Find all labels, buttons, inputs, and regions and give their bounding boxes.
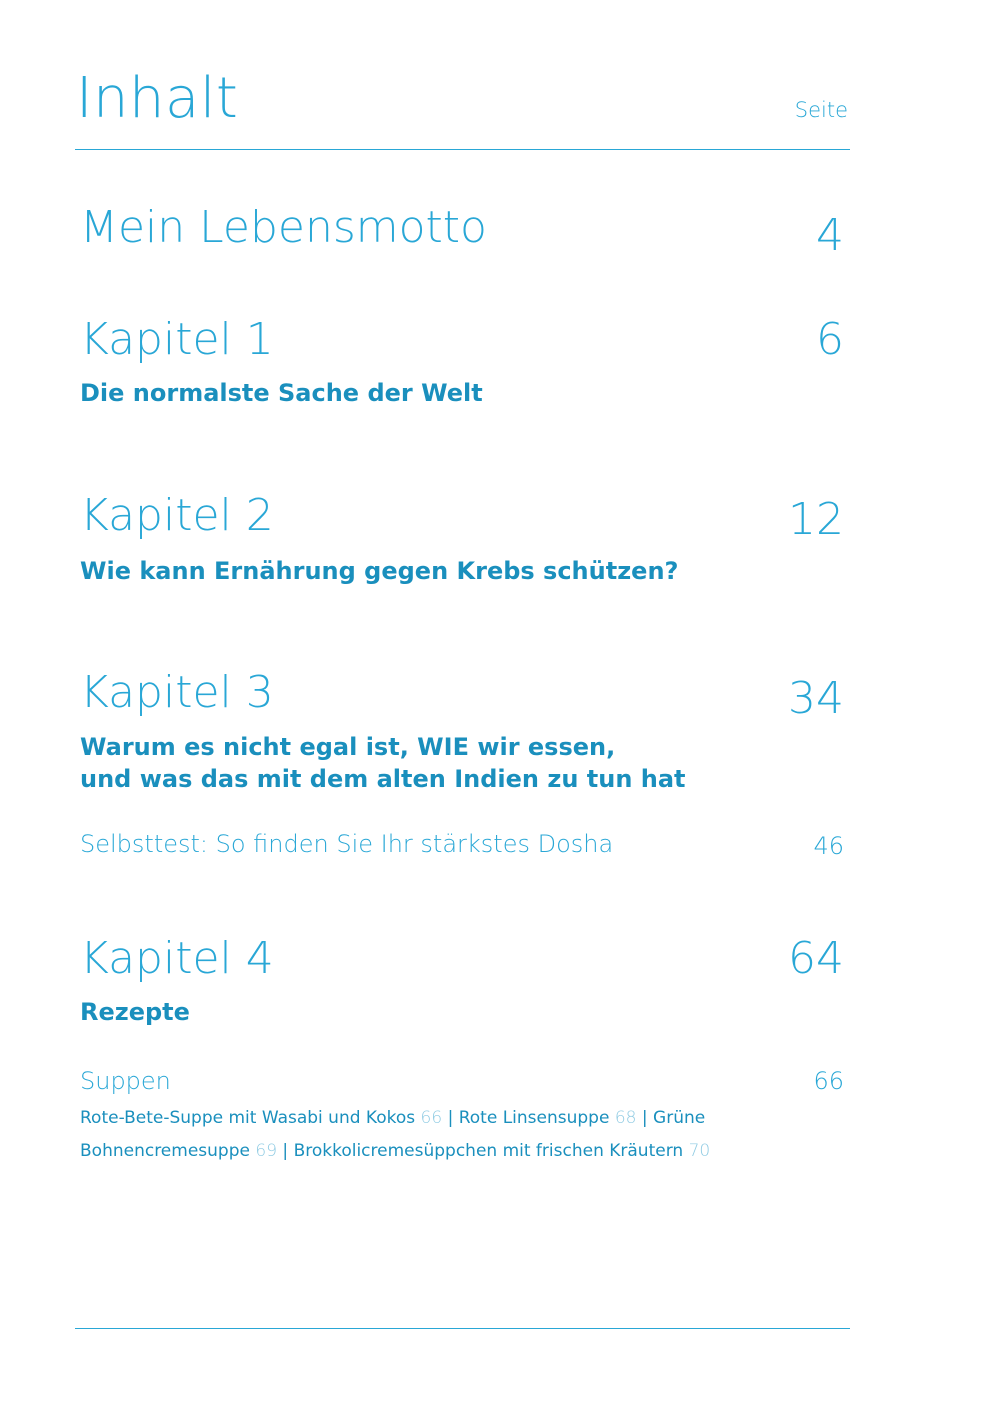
recipe-name[interactable]: Brokkolicremesüppchen mit frischen Kräutern [293, 1141, 684, 1161]
recipe-page: 70 [688, 1141, 711, 1161]
recipe-page: 69 [255, 1141, 278, 1161]
toc-page-kapitel-2: 12 [788, 494, 844, 545]
page-column-label: Seite [794, 98, 848, 122]
toc-entry-kapitel-3[interactable]: Kapitel 3 [80, 667, 274, 718]
separator: | [447, 1108, 454, 1128]
toc-subtitle-kapitel-2: Wie kann Ernährung gegen Krebs schützen? [80, 557, 679, 585]
toc-entry-kapitel-1[interactable]: Kapitel 1 [80, 314, 274, 365]
separator: | [641, 1108, 648, 1128]
toc-subtitle-kapitel-3-line2: und was das mit dem alten Indien zu tun hat [80, 765, 686, 793]
recipe-name[interactable]: Grüne Bohnencremesuppe [80, 1108, 706, 1161]
toc-entry-kapitel-4[interactable]: Kapitel 4 [80, 933, 274, 984]
toc-entry-suppen[interactable]: Suppen [80, 1067, 171, 1095]
recipe-list [80, 1102, 720, 1168]
page-title: Inhalt [76, 66, 239, 131]
top-divider [75, 149, 850, 150]
toc-page-selbsttest: 46 [813, 832, 844, 860]
toc-page-lebensmotto: 4 [816, 210, 844, 261]
recipe-name[interactable]: Rote Linsensuppe [458, 1108, 610, 1128]
toc-entry-selbsttest[interactable]: Selbsttest: So finden Sie Ihr stärkstes Dosha [80, 830, 614, 858]
toc-subtitle-kapitel-3-line1: Warum es nicht egal ist, WIE wir essen, [80, 733, 616, 761]
toc-page-suppen: 66 [813, 1067, 844, 1095]
toc-page-kapitel-3: 34 [788, 673, 844, 724]
recipe-page: 66 [420, 1108, 443, 1128]
toc-entry-lebensmotto[interactable]: Mein Lebensmotto [80, 202, 487, 253]
separator: | [282, 1141, 289, 1161]
toc-subtitle-kapitel-1: Die normalste Sache der Welt [80, 379, 483, 407]
toc-entry-kapitel-2[interactable]: Kapitel 2 [80, 490, 274, 541]
recipe-name[interactable]: Rote-Bete-Suppe mit Wasabi und Kokos [80, 1108, 416, 1128]
recipe-page: 68 [614, 1108, 637, 1128]
toc-page-kapitel-4: 64 [788, 933, 844, 984]
toc-page-kapitel-1: 6 [816, 314, 844, 365]
bottom-divider [75, 1328, 850, 1329]
toc-subtitle-kapitel-4: Rezepte [80, 998, 190, 1026]
